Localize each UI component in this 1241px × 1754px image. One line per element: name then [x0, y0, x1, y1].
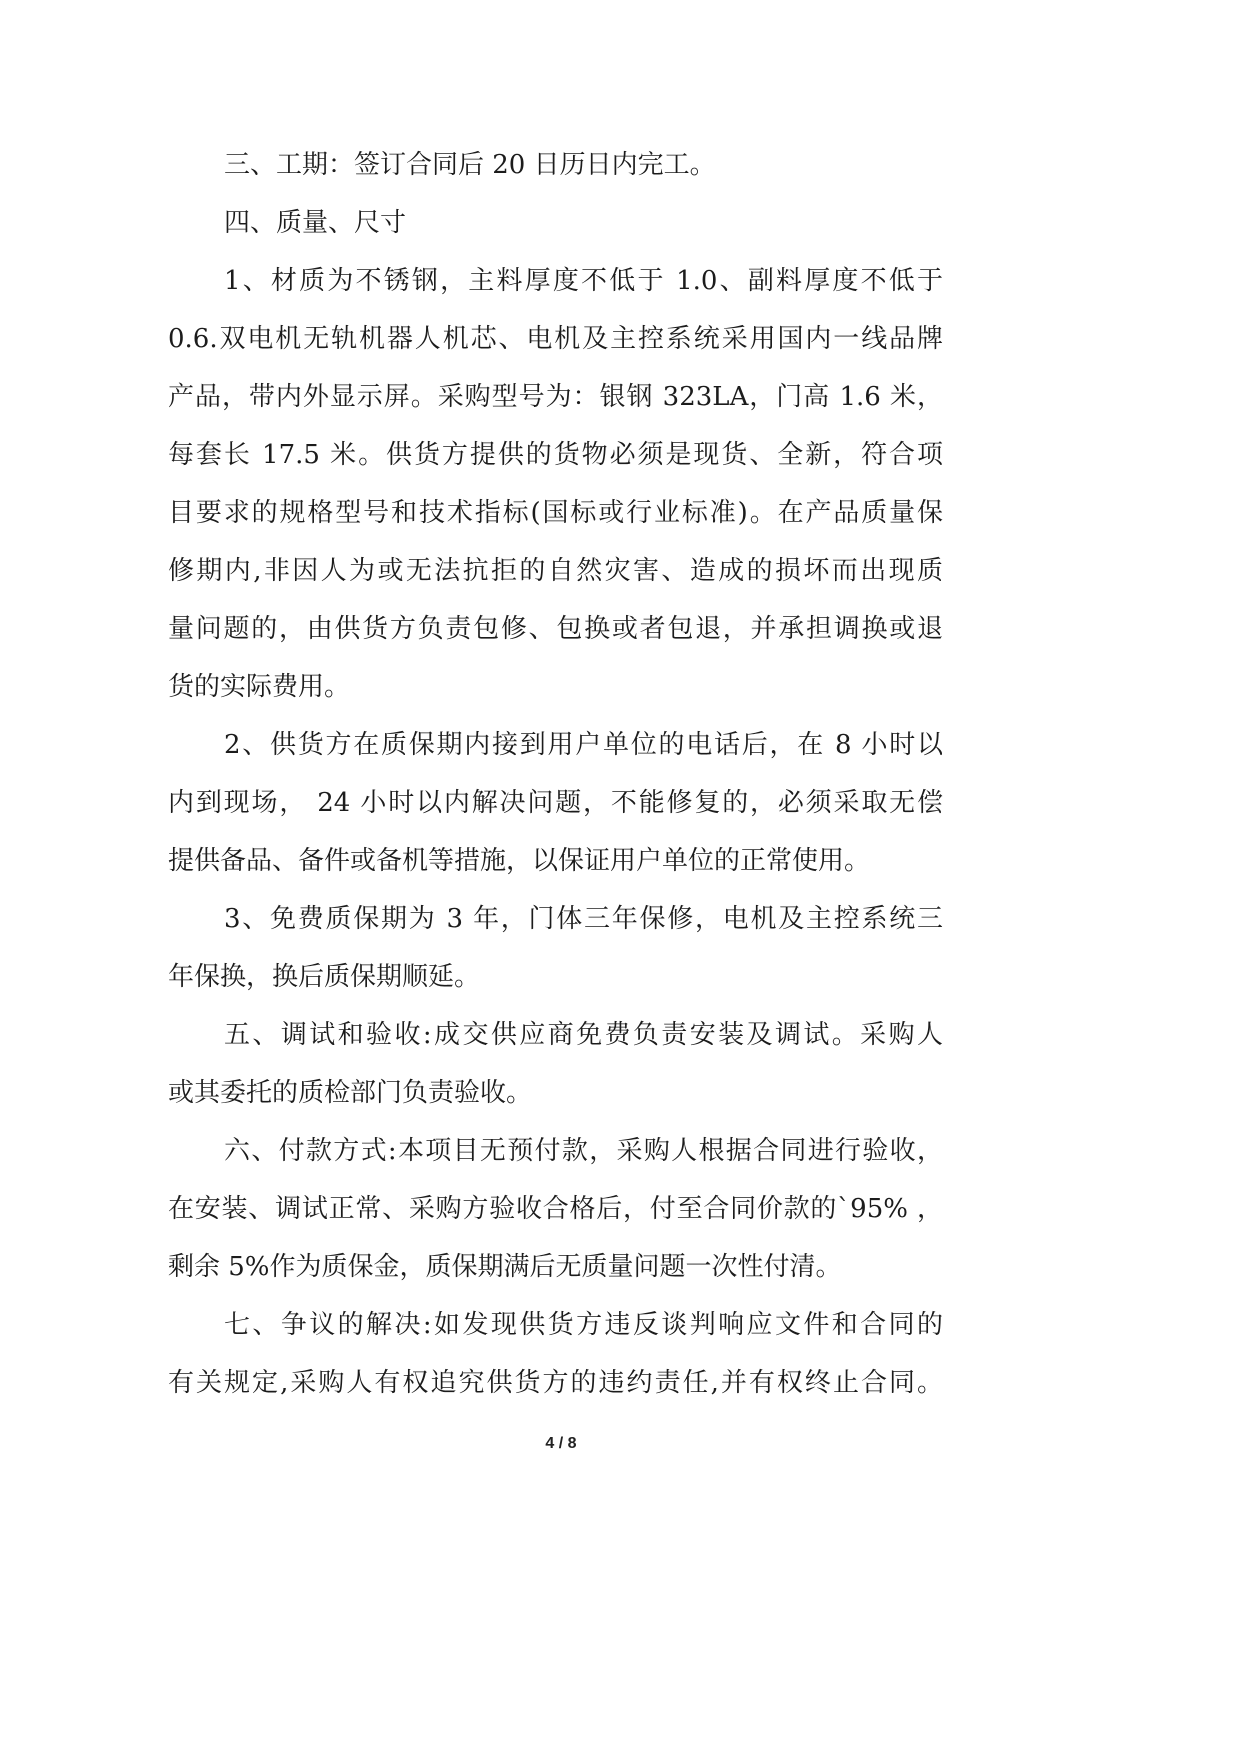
paragraph-dispute-resolution	[168, 1296, 943, 1412]
paragraph-acceptance	[168, 1006, 943, 1122]
paragraph-service-response	[168, 716, 943, 890]
text-line: 或其委托的质检部门负责验收。	[168, 1078, 533, 1108]
text-line: 目要求的规格型号和技术指标(国标或行业标准)。在产品质量保	[168, 498, 943, 528]
page-number: 4 / 8	[545, 1435, 577, 1452]
paragraph-payment	[168, 1122, 943, 1296]
text-line: 货的实际费用。	[168, 672, 351, 702]
text-line: 五、调试和验收:成交供应商免费负责安装及调试。采购人	[224, 1020, 943, 1050]
document-body	[168, 136, 943, 1412]
text-line: 六、付款方式:本项目无预付款，采购人根据合同进行验收，	[224, 1136, 943, 1166]
text-line: 三、工期：签订合同后 20 日历日内完工。	[224, 150, 716, 180]
text-line: 在安装、调试正常、采购方验收合格后，付至合同价款的`95% ，	[168, 1194, 943, 1224]
paragraph-construction-period	[168, 136, 943, 194]
text-line: 每套长 17.5 米。供货方提供的货物必须是现货、全新，符合项	[168, 440, 943, 470]
text-line: 2、供货方在质保期内接到用户单位的电话后，在 8 小时以	[224, 730, 943, 760]
text-line: 产品，带内外显示屏。采购型号为：银钢 323LA，门高 1.6 米，	[168, 382, 943, 412]
text-line: 剩余 5%作为质保金，质保期满后无质量问题一次性付清。	[168, 1252, 842, 1282]
text-line: 提供备品、备件或备机等措施，以保证用户单位的正常使用。	[168, 846, 871, 876]
paragraph-warranty	[168, 890, 943, 1006]
paragraph-material	[168, 252, 943, 716]
text-line: 年保换，换后质保期顺延。	[168, 962, 481, 992]
text-line: 内到现场， 24 小时以内解决问题，不能修复的，必须采取无偿	[168, 788, 943, 818]
text-line: 0.6.双电机无轨机器人机芯、电机及主控系统采用国内一线品牌	[168, 324, 943, 354]
text-line: 四、质量、尺寸	[224, 208, 407, 238]
text-line: 1、材质为不锈钢，主料厚度不低于 1.0、副料厚度不低于	[224, 266, 943, 296]
paragraph-quality-heading	[168, 194, 943, 252]
text-line: 有关规定,采购人有权追究供货方的违约责任,并有权终止合同。	[168, 1368, 943, 1398]
text-line: 量问题的，由供货方负责包修、包换或者包退，并承担调换或退	[168, 614, 943, 644]
text-line: 3、免费质保期为 3 年，门体三年保修，电机及主控系统三	[224, 904, 943, 934]
text-line: 修期内,非因人为或无法抗拒的自然灾害、造成的损坏而出现质	[168, 556, 943, 586]
text-line: 七、争议的解决:如发现供货方违反谈判响应文件和合同的	[224, 1310, 943, 1340]
